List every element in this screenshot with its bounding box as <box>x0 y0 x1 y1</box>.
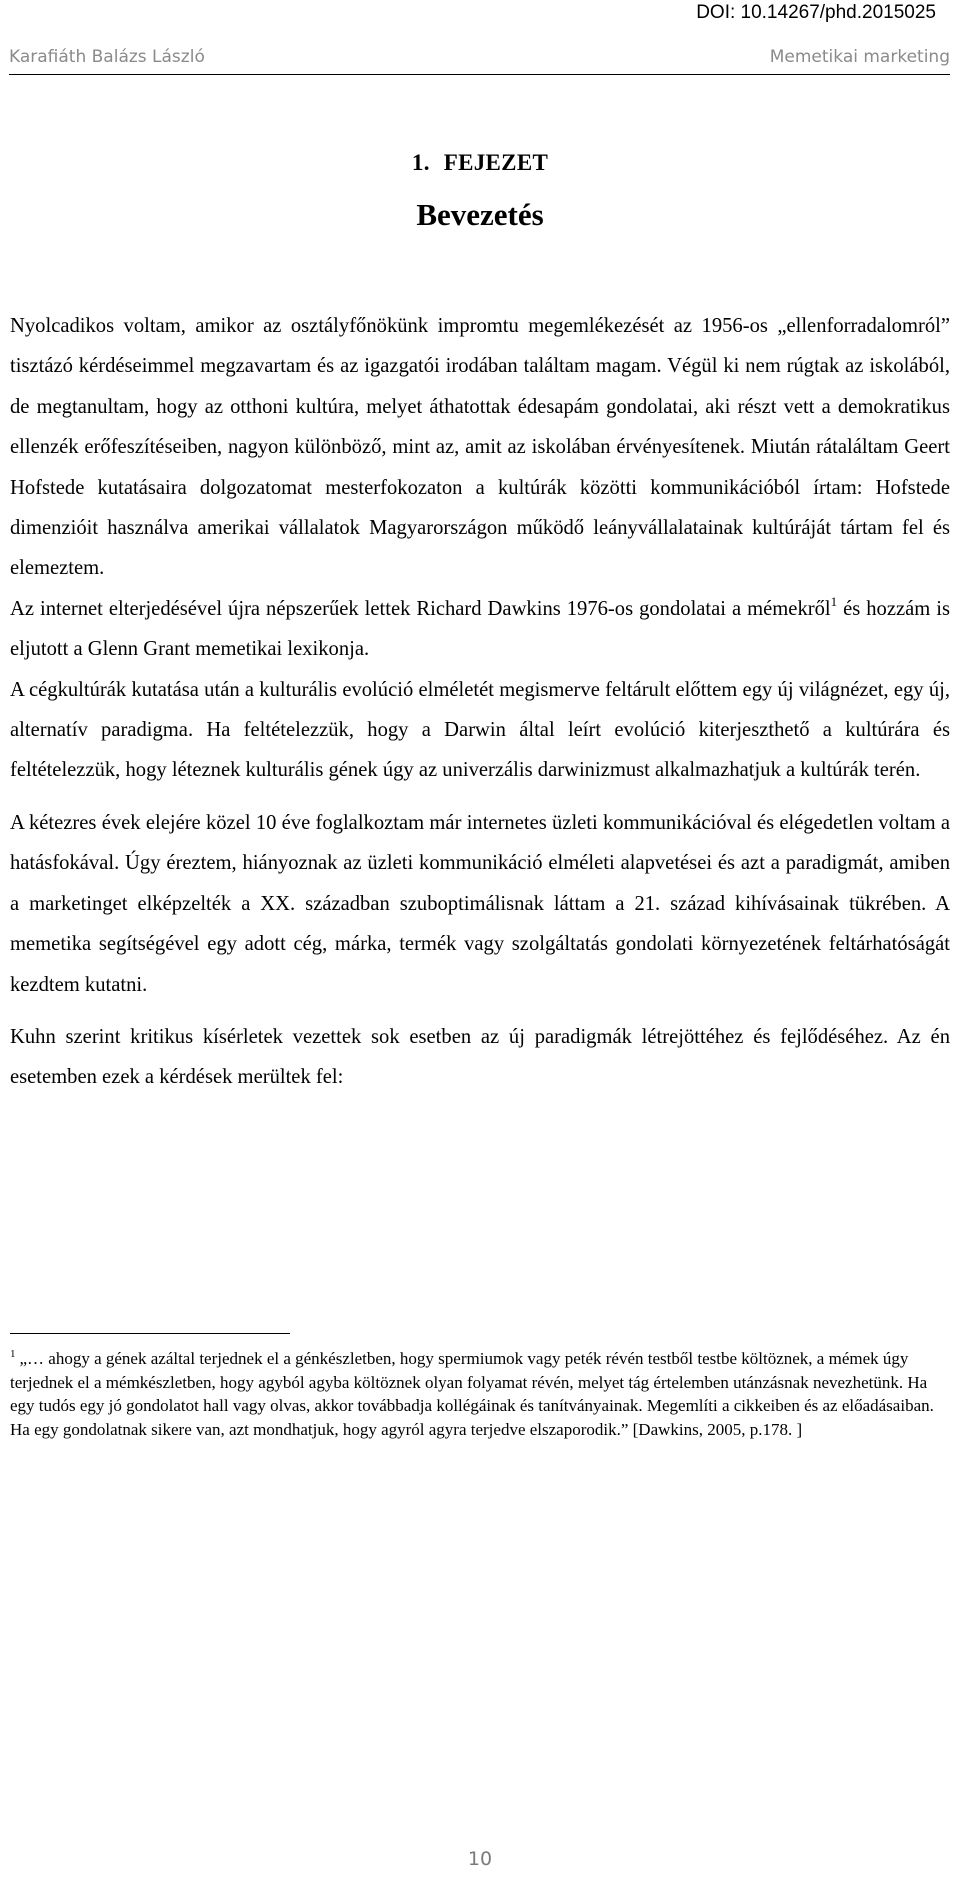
chapter-label: FEJEZET <box>443 150 549 175</box>
paragraph-2-start: Az internet elterjedésével újra népszerűek lettek Richard Dawkins 1976-os gondolatai a mémekről <box>10 597 831 620</box>
chapter-heading <box>0 150 960 176</box>
footnote <box>10 1347 950 1441</box>
footnote-separator <box>10 1333 290 1334</box>
paragraph-4: A kétezres évek elejére közel 10 éve foglalkoztam már internetes üzleti kommunikációval és elégedetlen voltam a hatásfokával. Úgy éreztem, hiányoznak az üzleti kommunikáció elméleti alapvetései és azt a paradigmát, amiben a marketinget elképzelték a XX. században szuboptimálisnak láttam a 21. század kihívásainak tükrében. A memetika segítségével egy adott cég, márka, termék vagy szolgáltatás gondolati környezetének feltárhatóságát kezdtem kutatni. <box>10 811 950 996</box>
paragraph-3: A cégkultúrák kutatása után a kulturális evolúció elméletét megismerve feltárult előttem egy új világnézet, egy új, alternatív paradigma. Ha feltételezzük, hogy a Darwin által leírt evolúció kiterjeszthető a kultúrára és feltételezzük, hogy léteznek kulturális gének úgy az univerzális darwinizmust alkalmazhatjuk a kultúrák terén. <box>10 678 950 782</box>
paragraph-2 <box>10 589 950 670</box>
page-number: 10 <box>467 1848 493 1870</box>
chapter-title: Bevezetés <box>416 197 544 232</box>
footnote-text: „… ahogy a gének azáltal terjednek el a génkészletben, hogy spermiumok vagy peték révén testből testbe költöznek, a mémek úgy terjednek el a mémkészletben, hogy agyból agyba költöznek olyan folyamat révén, melyet tág értelemben utánzásnak nevezhetünk. Ha egy tudós egy jó gondolatot hall vagy olvas, akkor továbbadja kollégáinak és tanítványainak. Megemlíti a cikkeiben és az előadásaiban. Ha egy gondolatnak sikere van, azt mondhatjuk, hogy agyról agyra terjedve elszaporodik.” [Dawkins, 2005, p.178. ] <box>10 1349 934 1439</box>
paragraph-1: Nyolcadikos voltam, amikor az osztályfőnökünk impromtu megemlékezését az 1956-os „ellenforradalomról” tisztázó kérdéseimmel megzavartam és az igazgatói irodában találtam magam. Végül ki nem rúgtak az iskolából, de megtanultam, hogy az otthoni kultúra, melyet áthatottak édesapám gondolatai, aki részt vett a demokratikus ellenzék erőfeszítéseiben, nagyon különböző, mint az, amit az iskolában érvényesítenek. Miután rátaláltam Geert Hofstede kutatásaira dolgozatomat mesterfokozaton a kultúrák közötti kommunikációból írtam: Hofstede dimenzióit használva amerikai vállalatok Magyarországon működő leányvállalatainak kultúráját tártam fel és elemeztem. <box>10 315 950 580</box>
chapter-number: 1. <box>411 150 430 175</box>
header-author: Karafiáth Balázs László <box>9 47 205 67</box>
footnote-reference[interactable]: 1 <box>830 593 838 609</box>
paragraph-2-end: és hozzám is eljutott a Glenn Grant memetikai lexikonja. <box>10 597 950 661</box>
body-text <box>10 306 950 1098</box>
paragraph-5: Kuhn szerint kritikus kísérletek vezettek sok esetben az új paradigmák létrejöttéhez és fejlődéséhez. Az én esetemben ezek a kérdések merültek fel: <box>10 1025 950 1089</box>
running-header <box>9 44 950 75</box>
doi-label: DOI: 10.14267/phd.2015025 <box>696 2 936 23</box>
footnote-mark: 1 <box>10 1348 16 1360</box>
header-title: Memetikai marketing <box>769 47 950 67</box>
